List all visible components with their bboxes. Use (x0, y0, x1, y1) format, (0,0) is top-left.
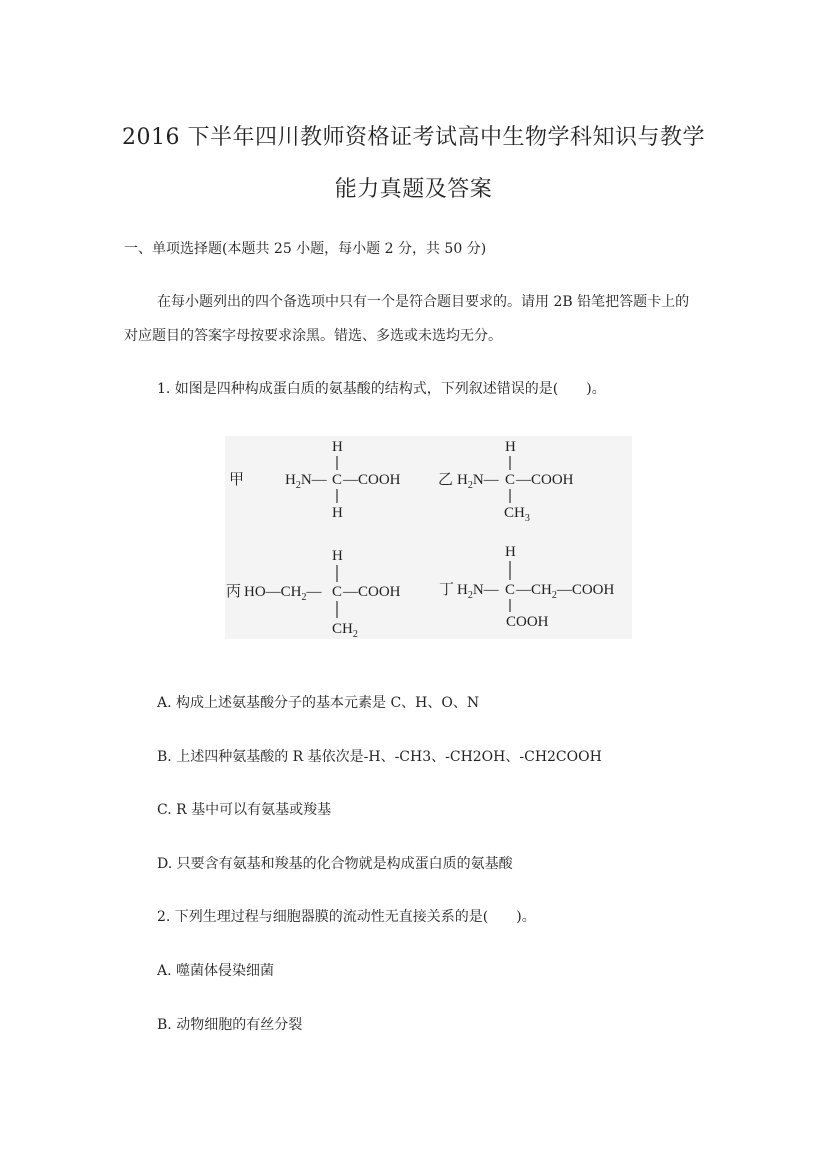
q1-option-a: A. 构成上述氨基酸分子的基本元素是 C、H、O、N (157, 695, 480, 711)
q1-option-b: B. 上述四种氨基酸的 R 基依次是-H、-CH3、-CH2OH、-CH2COOH (157, 749, 602, 765)
jia-top: H (332, 439, 343, 455)
label-ding: 丁 (439, 580, 455, 598)
amino-acid-figure (225, 436, 632, 639)
bing-bottom: $CH_2$ (332, 621, 358, 639)
molecule-yi (438, 439, 574, 524)
yi-center: C (505, 472, 516, 488)
yi-left: $H_2N—$ (457, 472, 499, 491)
bing-top: H (332, 548, 343, 564)
jia-bottom: H (332, 505, 343, 521)
jia-right: —COOH (343, 472, 401, 488)
jia-center: C (332, 472, 343, 488)
label-jia: 甲 (229, 470, 245, 488)
section-heading: 一、单项选择题(本题共 25 小题，每小题 2 分，共 50 分) (124, 241, 487, 257)
bing-center: C (332, 584, 343, 600)
q2-option-b: B. 动物细胞的有丝分裂 (157, 1017, 303, 1033)
ding-right: $—CH_2—COOH$ (516, 582, 615, 601)
q1-option-d: D. 只要含有氨基和羧基的化合物就是构成蛋白质的氨基酸 (157, 856, 513, 872)
molecule-ding (439, 544, 615, 630)
q2-option-a: A. 噬菌体侵染细菌 (157, 963, 275, 979)
ding-center: C (505, 582, 516, 598)
instruction-line-2: 对应题目的答案字母按要求涂黑。错选、多选或未选均无分。 (124, 328, 502, 344)
yi-right: —COOH (516, 472, 574, 488)
ding-top: H (505, 544, 516, 560)
question-2-stem: 2. 下列生理过程与细胞器膜的流动性无直接关系的是( )。 (157, 909, 536, 925)
ding-left: $H_2N—$ (457, 582, 499, 601)
q1-option-c: C. R 基中可以有氨基或羧基 (157, 802, 332, 818)
ding-bottom: COOH (506, 614, 549, 630)
yi-top: H (505, 439, 516, 455)
molecule-jia (229, 439, 401, 521)
title-line-1: 2016 下半年四川教师资格证考试高中生物学科知识与教学 (122, 125, 705, 150)
bing-right: —COOH (343, 584, 401, 600)
label-bing: 丙 (226, 582, 242, 600)
yi-bottom: $CH_3$ (504, 505, 530, 524)
jia-left: $H_2N—$ (285, 472, 327, 491)
title-line-2: 能力真题及答案 (334, 177, 493, 202)
molecule-bing (226, 548, 401, 639)
instruction-line-1: 在每小题列出的四个备选项中只有一个是符合题目要求的。请用 2B 铅笔把答题卡上的 (157, 294, 690, 310)
question-1-stem: 1. 如图是四种构成蛋白质的氨基酸的结构式，下列叙述错误的是( )。 (157, 381, 606, 397)
label-yi: 乙 (438, 470, 454, 488)
bing-left: $HO—CH_2—$ (244, 584, 322, 603)
